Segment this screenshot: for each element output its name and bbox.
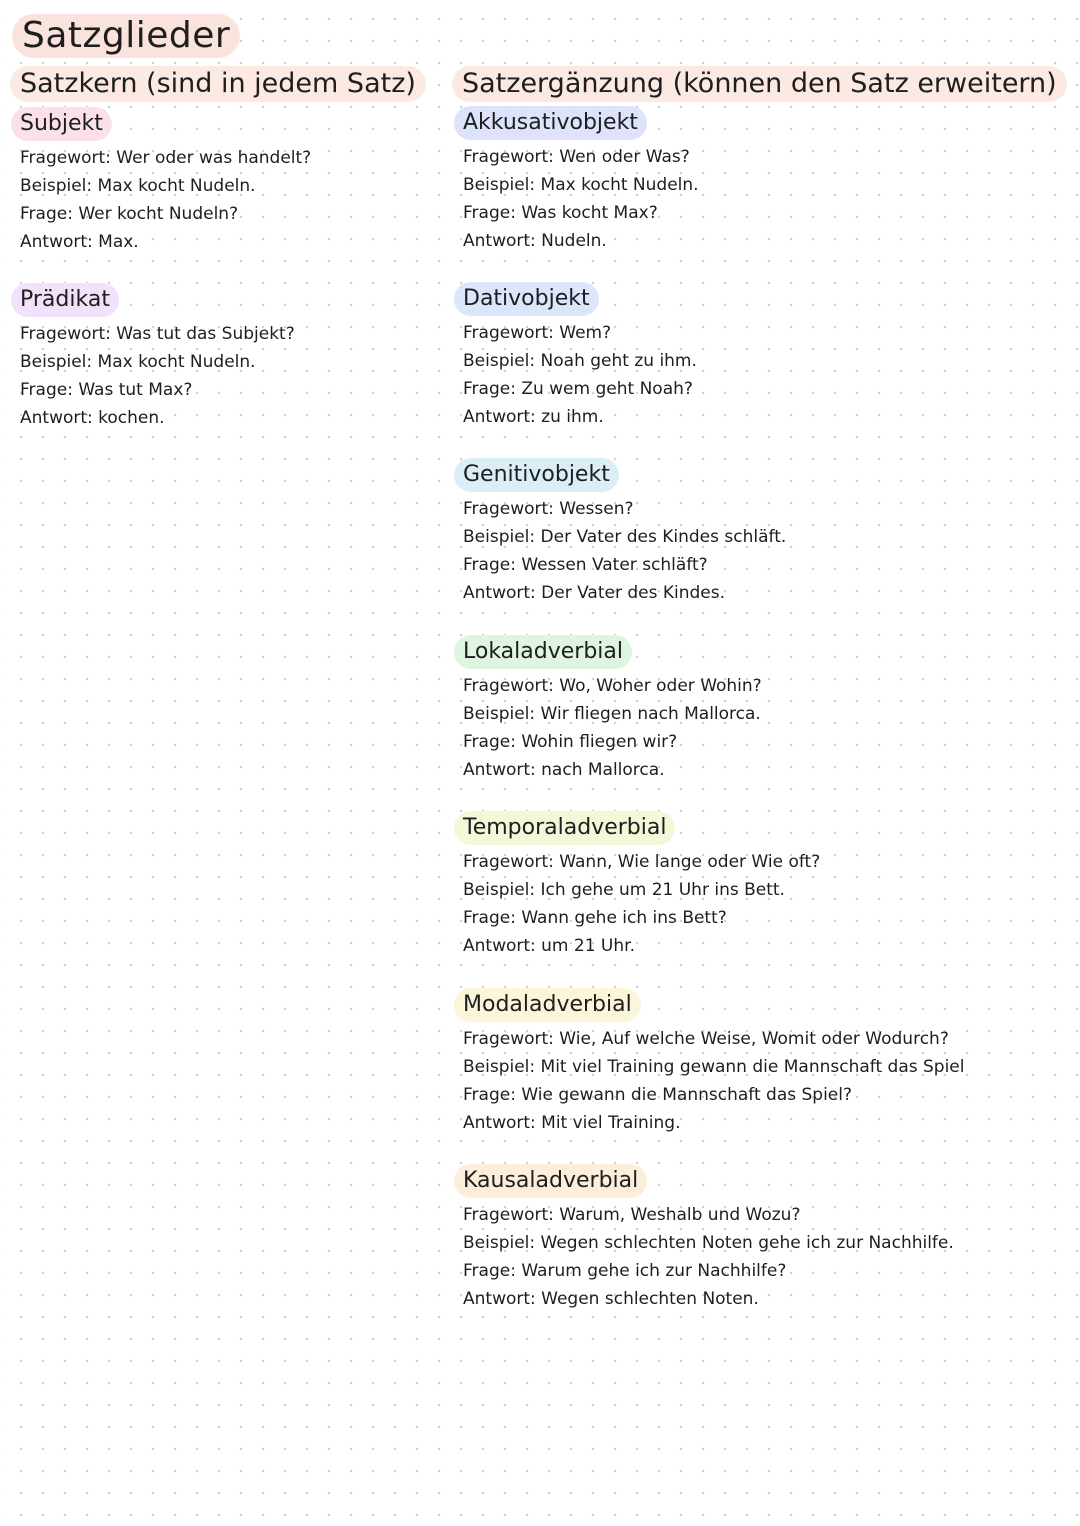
line-beispiel: Beispiel: Wegen schlechten Noten gehe ich zur Nachhilfe.: [463, 1233, 954, 1253]
line-frage: Frage: Wohin fliegen wir?: [463, 732, 678, 752]
line-frage: Frage: Wessen Vater schläft?: [463, 555, 708, 575]
section-temporaladverbial: [463, 811, 1063, 960]
line-fragewort: Fragewort: Wem?: [463, 323, 612, 343]
line-antwort: Antwort: Der Vater des Kindes.: [463, 583, 726, 603]
line-fragewort: Fragewort: Wer oder was handelt?: [20, 148, 312, 168]
line-beispiel: Beispiel: Max kocht Nudeln.: [463, 175, 699, 195]
line-fragewort: Fragewort: Warum, Weshalb und Wozu?: [463, 1205, 801, 1225]
section-label: Modaladverbial: [454, 988, 641, 1022]
section-akkusativobjekt: [463, 106, 1063, 255]
line-antwort: Antwort: nach Mallorca.: [463, 760, 665, 780]
line-antwort: Antwort: Nudeln.: [463, 231, 607, 251]
line-fragewort: Fragewort: Wo, Woher oder Wohin?: [463, 676, 762, 696]
line-beispiel: Beispiel: Ich gehe um 21 Uhr ins Bett.: [463, 880, 785, 900]
line-frage: Frage: Warum gehe ich zur Nachhilfe?: [463, 1261, 787, 1281]
line-frage: Frage: Wer kocht Nudeln?: [20, 204, 239, 224]
section-lokaladverbial: [463, 635, 1063, 784]
section-label: Lokaladverbial: [454, 635, 632, 669]
section-label: Temporaladverbial: [454, 811, 675, 845]
left-column-heading: Satzkern (sind in jedem Satz): [10, 66, 426, 102]
section-label: Kausaladverbial: [454, 1164, 647, 1198]
section-label: Genitivobjekt: [454, 458, 619, 492]
line-antwort: Antwort: Wegen schlechten Noten.: [463, 1289, 759, 1309]
line-frage: Frage: Was tut Max?: [20, 380, 193, 400]
section-dativobjekt: [463, 282, 1063, 431]
line-beispiel: Beispiel: Noah geht zu ihm.: [463, 351, 697, 371]
line-fragewort: Fragewort: Wann, Wie lange oder Wie oft?: [463, 852, 821, 872]
line-beispiel: Beispiel: Max kocht Nudeln.: [20, 176, 256, 196]
line-frage: Frage: Was kocht Max?: [463, 203, 658, 223]
section-modaladverbial: [463, 988, 1063, 1137]
line-beispiel: Beispiel: Mit viel Training gewann die Mannschaft das Spiel: [463, 1057, 965, 1077]
section-label: Prädikat: [11, 283, 119, 317]
line-fragewort: Fragewort: Was tut das Subjekt?: [20, 324, 295, 344]
line-fragewort: Fragewort: Wie, Auf welche Weise, Womit oder Wodurch?: [463, 1029, 949, 1049]
section-kausaladverbial: [463, 1164, 1063, 1313]
line-beispiel: Beispiel: Der Vater des Kindes schläft.: [463, 527, 787, 547]
line-beispiel: Beispiel: Max kocht Nudeln.: [20, 352, 256, 372]
line-fragewort: Fragewort: Wessen?: [463, 499, 634, 519]
line-frage: Frage: Zu wem geht Noah?: [463, 379, 693, 399]
page-title: Satzglieder: [12, 14, 240, 58]
section-genitivobjekt: [463, 458, 1063, 607]
line-antwort: Antwort: kochen.: [20, 408, 165, 428]
line-beispiel: Beispiel: Wir fliegen nach Mallorca.: [463, 704, 761, 724]
line-frage: Frage: Wann gehe ich ins Bett?: [463, 908, 727, 928]
line-frage: Frage: Wie gewann die Mannschaft das Spiel?: [463, 1085, 853, 1105]
line-antwort: Antwort: Max.: [20, 232, 139, 252]
right-column-heading: Satzergänzung (können den Satz erweitern): [452, 66, 1067, 102]
section-label: Dativobjekt: [454, 282, 599, 316]
line-antwort: Antwort: zu ihm.: [463, 407, 604, 427]
line-fragewort: Fragewort: Wen oder Was?: [463, 147, 690, 167]
section-label: Subjekt: [11, 107, 112, 141]
line-antwort: Antwort: um 21 Uhr.: [463, 936, 635, 956]
section-label: Akkusativobjekt: [454, 106, 647, 140]
line-antwort: Antwort: Mit viel Training.: [463, 1113, 681, 1133]
